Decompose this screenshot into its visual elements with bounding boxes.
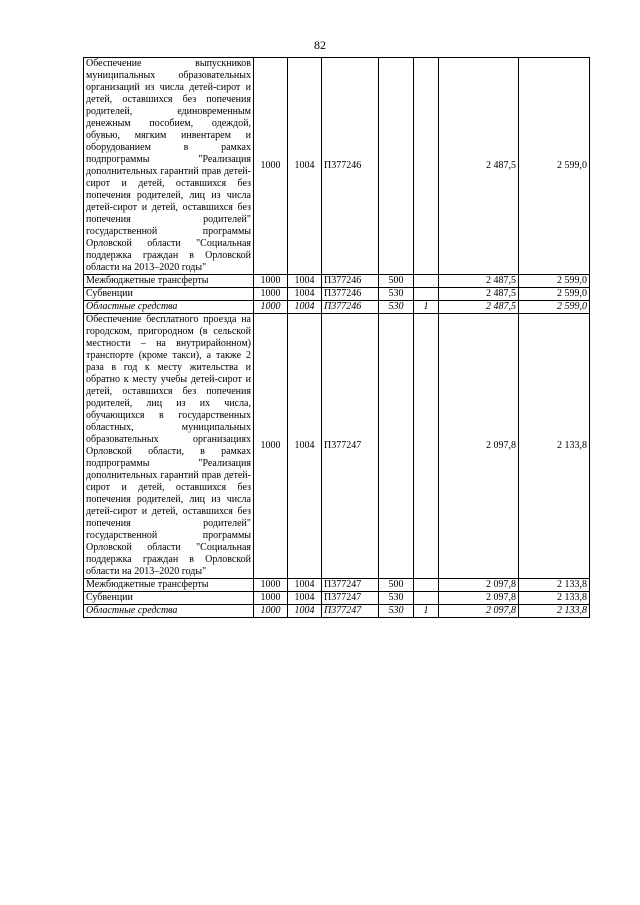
row-source-code (414, 288, 439, 301)
row-expense-type: 530 (379, 288, 414, 301)
row-name: Обеспечение бесплатного проезда на городском, пригородном (в сельской местности – на внутрирайонном) транспорте (кроме такси), а также 2 раза в год к месту жительства и обратно к месту учебы детей-сирот и детей, оставшихся без попечения родителей, лиц из их числа, обучающихся в государственных областных, муниципальных образовательных организациях Орловской области, в рамках подпрограммы "Реализация дополнительных гарантий прав детей-сирот и детей, оставшихся без попечения родителей, лиц из числа детей-сирот и детей, оставшихся без попечения родителей" государственной программы Орловской области "Социальная поддержка граждан в Орловской области на 2013–2020 годы" (84, 314, 254, 579)
table-row (84, 579, 590, 592)
row-name: Субвенции (84, 592, 254, 605)
row-source-code (414, 579, 439, 592)
row-section-code: 1000 (254, 301, 288, 314)
row-section-code: 1000 (254, 58, 288, 275)
row-target-code: П377247 (322, 605, 379, 618)
row-target-code: П377246 (322, 301, 379, 314)
row-section-code: 1000 (254, 288, 288, 301)
row-source-code: 1 (414, 605, 439, 618)
table-row (84, 288, 590, 301)
row-target-code: П377246 (322, 275, 379, 288)
row-target-code: П377246 (322, 288, 379, 301)
row-section-code: 1000 (254, 314, 288, 579)
row-amount-2: 2 133,8 (519, 592, 590, 605)
table-row (84, 58, 590, 275)
row-target-code: П377247 (322, 592, 379, 605)
row-section-code: 1000 (254, 275, 288, 288)
row-subsection-code: 1004 (288, 579, 322, 592)
row-amount-2: 2 599,0 (519, 275, 590, 288)
row-subsection-code: 1004 (288, 275, 322, 288)
row-source-code (414, 592, 439, 605)
row-section-code: 1000 (254, 579, 288, 592)
row-amount-1: 2 487,5 (439, 58, 519, 275)
row-expense-type: 500 (379, 579, 414, 592)
row-subsection-code: 1004 (288, 314, 322, 579)
table-row (84, 592, 590, 605)
row-source-code (414, 275, 439, 288)
row-target-code: П377246 (322, 58, 379, 275)
row-subsection-code: 1004 (288, 592, 322, 605)
row-amount-2: 2 133,8 (519, 314, 590, 579)
row-amount-2: 2 599,0 (519, 301, 590, 314)
row-expense-type (379, 58, 414, 275)
row-amount-2: 2 133,8 (519, 579, 590, 592)
row-name: Обеспечение выпускников муниципальных образовательных организаций из числа детей-сирот и детей, оставшихся без попечения родителей, единовременным денежным пособием, одеждой, обувью, мягким инвентарем и оборудованием в рамках подпрограммы "Реализация дополнительных гарантий прав детей-сирот и детей, оставшихся без попечения родителей, лиц из числа детей-сирот и детей, оставшихся без попечения родителей" государственной программы Орловской области "Социальная поддержка граждан в Орловской области на 2013–2020 годы" (84, 58, 254, 275)
page-number: 82 (314, 38, 326, 52)
row-amount-1: 2 487,5 (439, 275, 519, 288)
row-name: Областные средства (84, 605, 254, 618)
row-source-code (414, 314, 439, 579)
row-expense-type (379, 314, 414, 579)
row-subsection-code: 1004 (288, 288, 322, 301)
row-name: Межбюджетные трансферты (84, 579, 254, 592)
row-name: Межбюджетные трансферты (84, 275, 254, 288)
row-section-code: 1000 (254, 605, 288, 618)
table-row (84, 275, 590, 288)
row-subsection-code: 1004 (288, 605, 322, 618)
row-amount-2: 2 599,0 (519, 58, 590, 275)
row-expense-type: 530 (379, 605, 414, 618)
row-name: Областные средства (84, 301, 254, 314)
table-row (84, 314, 590, 579)
row-expense-type: 530 (379, 301, 414, 314)
budget-table (83, 57, 590, 618)
row-section-code: 1000 (254, 592, 288, 605)
row-expense-type: 500 (379, 275, 414, 288)
table-row (84, 301, 590, 314)
row-amount-1: 2 097,8 (439, 314, 519, 579)
row-expense-type: 530 (379, 592, 414, 605)
row-amount-2: 2 599,0 (519, 288, 590, 301)
row-amount-1: 2 097,8 (439, 605, 519, 618)
row-amount-1: 2 097,8 (439, 592, 519, 605)
row-name: Субвенции (84, 288, 254, 301)
row-subsection-code: 1004 (288, 58, 322, 275)
table-row (84, 605, 590, 618)
row-amount-1: 2 487,5 (439, 288, 519, 301)
row-amount-1: 2 487,5 (439, 301, 519, 314)
row-subsection-code: 1004 (288, 301, 322, 314)
row-source-code (414, 58, 439, 275)
row-target-code: П377247 (322, 314, 379, 579)
row-amount-2: 2 133,8 (519, 605, 590, 618)
row-source-code: 1 (414, 301, 439, 314)
row-target-code: П377247 (322, 579, 379, 592)
row-amount-1: 2 097,8 (439, 579, 519, 592)
